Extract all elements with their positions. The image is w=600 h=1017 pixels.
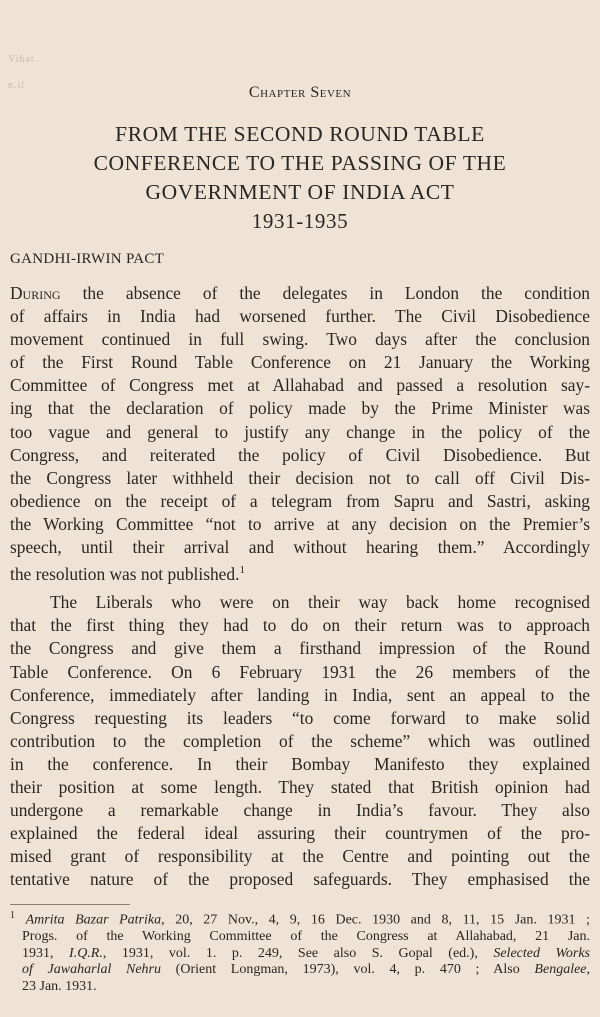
footnote-line: 23 Jan. 1931. [22, 979, 97, 995]
footnote-marker: 1 [10, 910, 15, 921]
paragraph-line: that the first thing they had to do on their return was to approach [10, 615, 590, 636]
paragraph-line: ing that the declaration of policy made by the Prime Minister was [10, 398, 590, 419]
paragraph-line: the Congress later withheld their decision not to call off Civil Dis- [10, 467, 590, 488]
paragraph-line: During the absence of the delegates in London the condition [10, 283, 590, 303]
paragraph-line: the Working Committee “not to arrive at any decision on the Premier’s [10, 513, 590, 534]
paragraph-line: explained the federal ideal assuring their countrymen of the pro- [10, 823, 590, 844]
footnote-line: 1931, I.Q.R., 1931, vol. 1. p. 249, See also S. Gopal (ed.), Selected Works [22, 945, 590, 961]
paragraph-line: Table Conference. On 6 February 1931 the 26 members of the [10, 661, 590, 682]
paragraph-line: Congress, and reiterated the policy of Civil Disobedience. But [10, 444, 590, 465]
paragraph-line: the resolution was not published.$^1$ [10, 563, 245, 584]
paragraph-line: of affairs in India had worsened further. The Civil Disobedience [10, 306, 590, 327]
footnote-ref[interactable]: 1 [239, 564, 245, 577]
footnote-divider [10, 904, 130, 905]
title-line: GOVERNMENT OF INDIA ACT [145, 180, 455, 204]
paragraph-line: the Congress and give them a firsthand impression of the Round [10, 638, 590, 659]
paragraph-line: The Liberals who were on their way back home recognised [50, 592, 590, 613]
paragraph-line: Committee of Congress met at Allahabad and passed a resolution say- [10, 375, 590, 396]
bleed-through-mark: n.il [8, 80, 26, 91]
paragraph-line: their position at some length. They stated that British opinion had [10, 776, 590, 797]
chapter-title [0, 120, 600, 236]
footnote-line: of Jawaharlal Nehru (Orient Longman, 1973), vol. 4, p. 470 ; Also Bengalee, [22, 962, 591, 978]
paragraph-line: contribution to the completion of the scheme” which was outlined [10, 730, 590, 751]
paragraph-line: too vague and general to justify any change in the policy of the [10, 421, 590, 442]
footnote-line: $^1$ Amrita Bazar Patrika, 20, 27 Nov., 4, 9, 16 Dec. 1930 and 8, 11, 15 Jan. 1931 ; [10, 910, 590, 928]
title-line: FROM THE SECOND ROUND TABLE [115, 122, 485, 146]
footnote-line: Progs. of the Working Committee of the Congress at Allahabad, 21 Jan. [22, 929, 590, 945]
drop-word: During [10, 283, 61, 303]
section-heading: GANDHI-IRWIN PACT [10, 251, 165, 267]
body-text [10, 282, 590, 891]
title-years: 1931-1935 [251, 209, 349, 233]
paragraph-line: Conference, immediately after landing in India, sent an appeal to the [10, 684, 590, 705]
bleed-through-mark: Vihat [8, 54, 35, 65]
paragraph-line: of the First Round Table Conference on 21 January the Working [10, 352, 590, 373]
paragraph-line: Congress requesting its leaders “to come forward to make solid [10, 707, 590, 728]
paragraph-line: mised grant of responsibility at the Centre and pointing out the [10, 846, 590, 867]
title-line: CONFERENCE TO THE PASSING OF THE [93, 151, 507, 175]
footnote [10, 908, 590, 996]
paragraph-line: speech, until their arrival and without hearing them.” Accordingly [10, 537, 590, 558]
paragraph-line: obedience on the receipt of a telegram from Sapru and Sastri, asking [10, 490, 590, 511]
chapter-label: Chapter Seven [248, 84, 352, 101]
paragraph-line: undergone a remarkable change in India’s favour. They also [10, 800, 590, 821]
paragraph-line: tentative nature of the proposed safeguards. They emphasised the [10, 869, 590, 890]
paragraph-line: in the conference. In their Bombay Manifesto they explained [10, 753, 590, 774]
paragraph-line: movement continued in full swing. Two days after the conclusion [10, 329, 590, 350]
